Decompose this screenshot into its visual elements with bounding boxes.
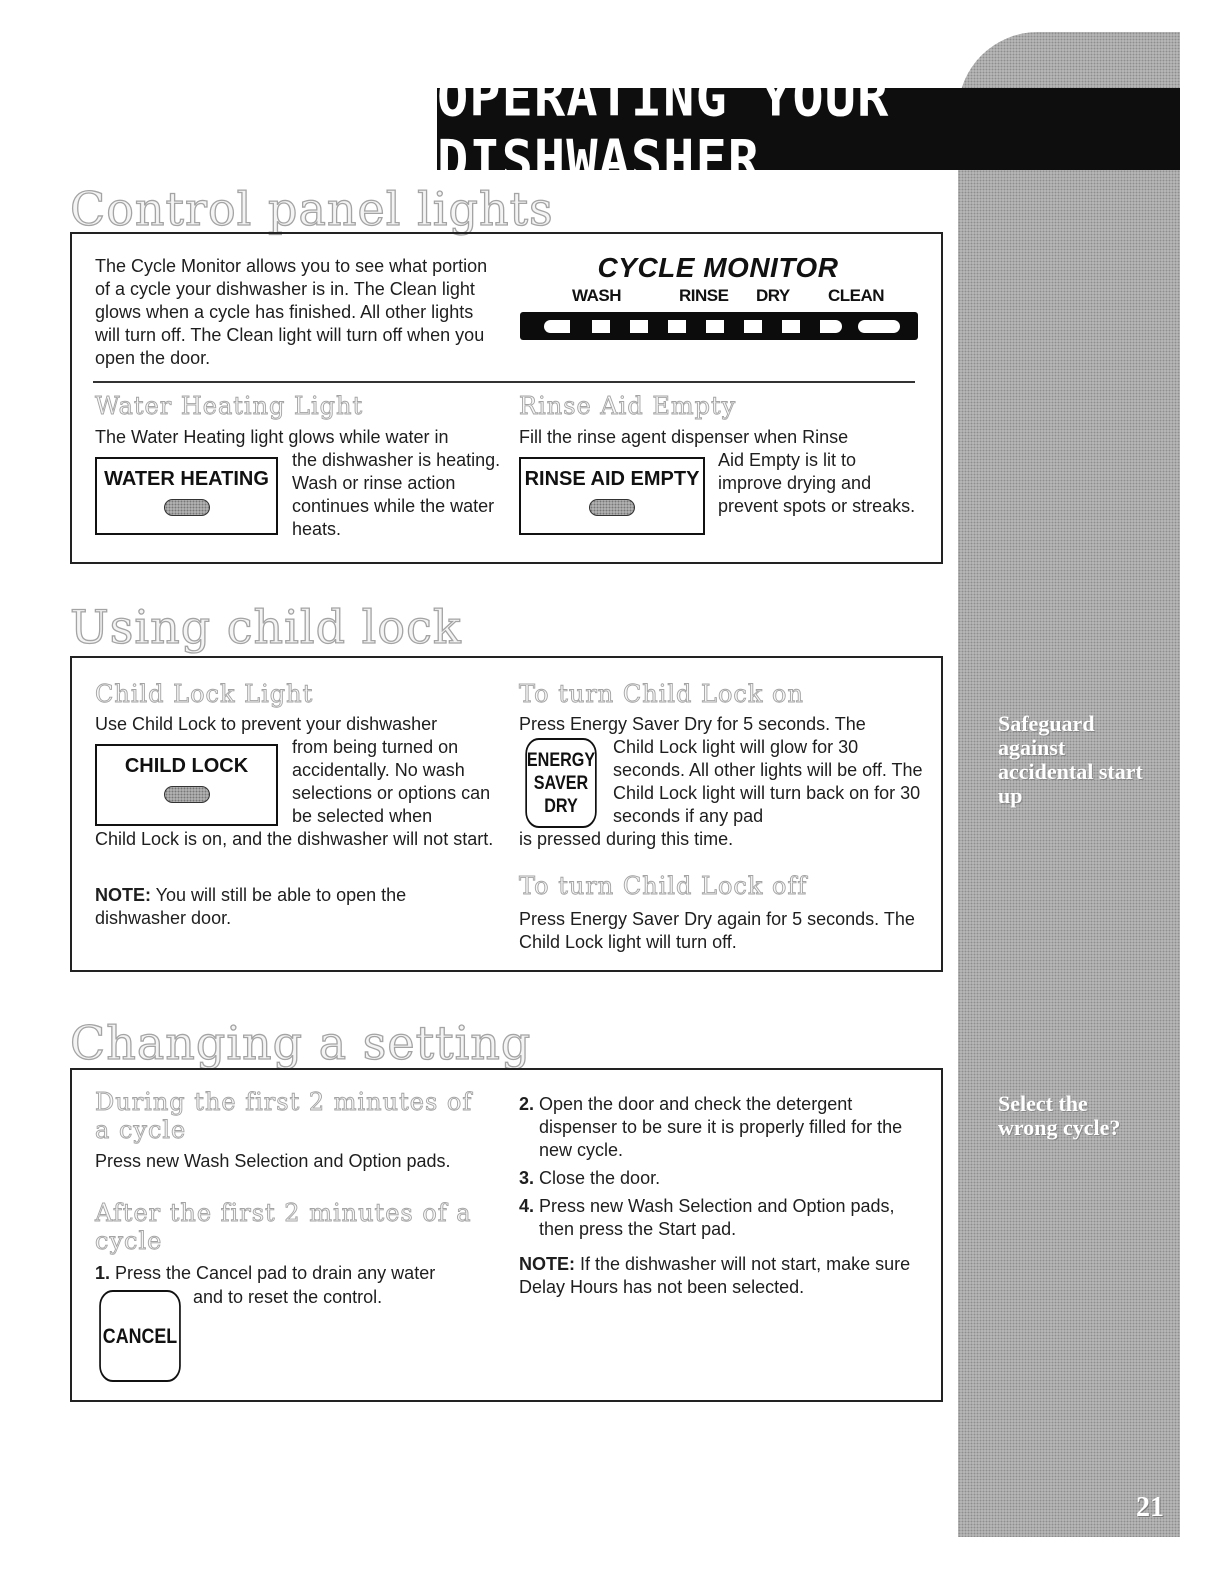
rinse-aid-indicator [519, 457, 705, 535]
cycle-monitor-segment [706, 320, 724, 333]
cycle-monitor-segment [630, 320, 648, 333]
heading-turn-child-lock-off: To turn Child Lock off [519, 872, 808, 900]
cancel-pad-icon [99, 1290, 181, 1382]
step-number: 1. [95, 1263, 111, 1283]
child-lock-light-icon [164, 786, 210, 803]
page-number: 21 [1136, 1492, 1164, 1523]
banner-title: OPERATING YOUR DISHWASHER [437, 66, 890, 192]
pad-line: DRY [544, 795, 578, 817]
cycle-monitor-label-wash: WASH [572, 286, 621, 305]
step-3 [519, 1167, 919, 1190]
turn-on-text-wrap: Child Lock light will glow for 30 seconds. All other lights will be off. The Child Lock light will turn back on for 30 seconds if any pad [613, 737, 923, 826]
cycle-monitor-label-rinse: RINSE [679, 286, 729, 305]
water-heating-text-top: The Water Heating light glows while water in [95, 427, 449, 447]
section-title-changing-setting: Changing a setting [70, 1016, 532, 1070]
turn-on-text-top: Press Energy Saver Dry for 5 seconds. The [519, 714, 866, 734]
cycle-monitor-light-bar [520, 312, 918, 340]
water-heating-text-wrap: the dishwasher is heating. Wash or rinse action continues while the water heats. [292, 450, 501, 539]
energy-saver-dry-pad-icon [525, 738, 596, 828]
sidebar-wrong-cycle-label: Select the wrong cycle? [998, 1091, 1121, 1140]
section-divider [93, 381, 915, 383]
cycle-monitor-intro: The Cycle Monitor allows you to see what portion of a cycle your dishwasher is in. The Clean light glows when a cycle has finished. All other lights will turn off. The Clean light will turn off when you open the door. [95, 256, 488, 368]
rinse-aid-light-icon [589, 499, 635, 516]
step-text: Close the door. [539, 1168, 661, 1188]
cycle-monitor-label-clean: CLEAN [828, 286, 885, 305]
cycle-monitor-light-clean [858, 320, 900, 333]
step-2 [519, 1093, 919, 1162]
changing-note [519, 1253, 919, 1299]
child-lock-note [95, 884, 495, 930]
turn-off-text: Press Energy Saver Dry again for 5 seconds. The Child Lock light will turn off. [519, 909, 915, 952]
rinse-aid-text-top: Fill the rinse agent dispenser when Rinse [519, 427, 849, 447]
step-number: 4. [519, 1196, 535, 1216]
child-lock-indicator [95, 744, 278, 826]
water-heating-label: WATER HEATING [104, 468, 269, 490]
cycle-monitor-segment [782, 320, 800, 333]
child-lock-label: CHILD LOCK [124, 755, 249, 777]
step-4 [519, 1195, 919, 1241]
step-text: Open the door and check the detergent dispenser to be sure it is properly filled for the new cycle. [539, 1094, 903, 1160]
section-title-child-lock: Using child lock [70, 600, 462, 654]
sidebar-safeguard-label: Safeguard against accidental start up [998, 711, 1143, 808]
heading-after-first-2-minutes: After the first 2 minutes of a cycle [95, 1199, 472, 1255]
child-lock-text-top: Use Child Lock to prevent your dishwasher [95, 714, 438, 734]
heading-during-first-2-minutes: During the first 2 minutes of a cycle [95, 1088, 473, 1144]
page-banner [437, 66, 1180, 192]
note-label: NOTE: [95, 885, 151, 905]
section-title-control-panel: Control panel lights [70, 182, 554, 236]
heading-rinse-aid-empty: Rinse Aid Empty [519, 392, 737, 420]
note-text: You will still be able to open the dishwasher door. [95, 885, 407, 928]
heading-turn-child-lock-on: To turn Child Lock on [519, 680, 804, 708]
pad-line: SAVER [533, 772, 589, 794]
cycle-monitor-light-wash [544, 320, 570, 333]
child-lock-text-wrap: from being turned on accidentally. No wash selections or options can be selected when [292, 737, 491, 826]
pad-line: ENERGY [526, 749, 596, 771]
heading-water-heating: Water Heating Light [95, 392, 364, 420]
water-heating-indicator [95, 457, 278, 535]
cycle-monitor-light-dry [820, 320, 842, 333]
cycle-monitor-segment [744, 320, 762, 333]
cycle-monitor-title: CYCLE MONITOR [597, 252, 839, 283]
child-lock-text-bottom: Child Lock is on, and the dishwasher will not start. [95, 829, 494, 849]
after-step-1-wrap: and to reset the control. [193, 1287, 383, 1307]
note-text: If the dishwasher will not start, make sure Delay Hours has not been selected. [519, 1254, 911, 1297]
turn-on-text-bottom: is pressed during this time. [519, 829, 734, 849]
rinse-aid-label: RINSE AID EMPTY [524, 468, 700, 490]
step-number: 2. [519, 1094, 535, 1114]
cycle-monitor-label-dry: DRY [756, 286, 790, 305]
rinse-aid-text-wrap: Aid Empty is lit to improve drying and prevent spots or streaks. [718, 450, 916, 516]
step-number: 3. [519, 1168, 535, 1188]
during-first-text: Press new Wash Selection and Option pads. [95, 1151, 451, 1171]
after-step-1 [95, 1262, 505, 1285]
cycle-monitor-segment [592, 320, 610, 333]
water-heating-light-icon [164, 499, 210, 516]
note-label: NOTE: [519, 1254, 575, 1274]
heading-child-lock-light: Child Lock Light [95, 680, 314, 708]
cycle-monitor-segment [668, 320, 686, 333]
step-text: Press new Wash Selection and Option pads, then press the Start pad. [539, 1196, 895, 1239]
cancel-pad-label: CANCEL [102, 1324, 178, 1348]
step-text: Press the Cancel pad to drain any water [110, 1263, 436, 1283]
